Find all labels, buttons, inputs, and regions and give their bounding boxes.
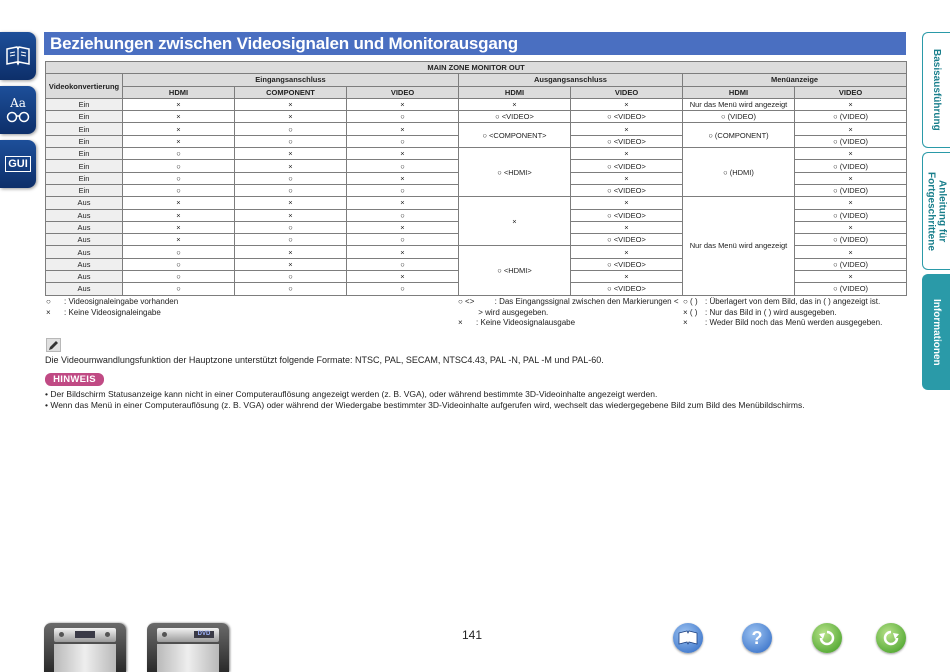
back-arrow-icon[interactable] bbox=[812, 623, 842, 653]
tab-fortgeschrittene[interactable] bbox=[922, 152, 950, 270]
col-header: COMPONENT bbox=[235, 86, 347, 98]
dvd-label: DVD bbox=[194, 631, 214, 638]
col-header: VIDEO bbox=[347, 86, 459, 98]
legend-text: : Keine Videosignalausgabe bbox=[476, 318, 576, 327]
in-hdmi-cell: ○ bbox=[123, 246, 235, 258]
in-hdmi-cell: × bbox=[123, 221, 235, 233]
in-hdmi-cell: ○ bbox=[123, 160, 235, 172]
in-video-cell: ○ bbox=[347, 234, 459, 246]
in-component-cell: ○ bbox=[235, 123, 347, 135]
out-video-cell: × bbox=[571, 271, 683, 283]
out-hdmi-cell: ○ <HDMI> bbox=[459, 148, 571, 197]
list-item: • Wenn das Menü in einer Computerauflösung (z. B. VGA) oder während der Wiedergabe bestimmter 3D-Videoinhalte aufgerufen wird, wechselt das wiedergegebene Bild zum Bild des Menübildschirms. bbox=[45, 400, 805, 410]
in-video-cell: ○ bbox=[347, 184, 459, 196]
conv-cell: Aus bbox=[46, 209, 123, 221]
menu-video-cell: × bbox=[795, 172, 907, 184]
legend-symbol: × bbox=[458, 318, 463, 327]
conv-header: Videokonvertierung bbox=[46, 74, 123, 99]
in-hdmi-cell: ○ bbox=[123, 148, 235, 160]
out-video-cell: ○ <VIDEO> bbox=[571, 160, 683, 172]
out-video-cell: × bbox=[571, 221, 683, 233]
in-hdmi-cell: × bbox=[123, 135, 235, 147]
page-number: 141 bbox=[462, 628, 483, 642]
legend-text: : Nur das Bild in ( ) wird ausgegeben. bbox=[705, 307, 837, 317]
receiver-device-image[interactable] bbox=[44, 623, 126, 672]
in-component-cell: ○ bbox=[235, 234, 347, 246]
in-hdmi-cell: ○ bbox=[123, 172, 235, 184]
menu-video-cell: ○ (VIDEO) bbox=[795, 184, 907, 196]
menu-video-cell: × bbox=[795, 271, 907, 283]
menu-hdmi-cell: ○ (COMPONENT) bbox=[683, 123, 795, 148]
menu-video-cell: ○ (VIDEO) bbox=[795, 160, 907, 172]
legend-symbol: × ( ) bbox=[683, 307, 698, 317]
out-video-cell: ○ <VIDEO> bbox=[571, 234, 683, 246]
list-item: • Der Bildschirm Statusanzeige kann nicht in einer Computerauflösung angezeigt werden (z. B. VGA), oder während bestimmte 3D-Videoinhalte angezeigt werden. bbox=[45, 389, 658, 399]
conv-cell: Ein bbox=[46, 111, 123, 123]
legend-symbol: ○ ( ) bbox=[683, 297, 698, 306]
in-video-cell: × bbox=[347, 197, 459, 209]
output-group-header: Ausgangsanschluss bbox=[459, 74, 683, 86]
out-video-cell: × bbox=[571, 246, 683, 258]
menu-video-cell: ○ (VIDEO) bbox=[795, 209, 907, 221]
in-hdmi-cell: ○ bbox=[123, 271, 235, 283]
in-video-cell: × bbox=[347, 221, 459, 233]
contents-book-icon[interactable] bbox=[0, 32, 36, 80]
in-video-cell: × bbox=[347, 246, 459, 258]
menu-hdmi-cell: ○ (HDMI) bbox=[683, 148, 795, 197]
in-video-cell: × bbox=[347, 271, 459, 283]
conv-cell: Aus bbox=[46, 221, 123, 233]
in-component-cell: × bbox=[235, 111, 347, 123]
legend-symbol: × bbox=[46, 307, 51, 317]
in-video-cell: × bbox=[347, 123, 459, 135]
in-video-cell: ○ bbox=[347, 135, 459, 147]
help-question-icon[interactable] bbox=[742, 623, 772, 653]
out-video-cell: × bbox=[571, 172, 683, 184]
col-header: HDMI bbox=[683, 86, 795, 98]
menu-video-cell: ○ (VIDEO) bbox=[795, 111, 907, 123]
in-component-cell: × bbox=[235, 258, 347, 270]
conv-cell: Aus bbox=[46, 271, 123, 283]
conv-cell: Aus bbox=[46, 234, 123, 246]
table-row bbox=[46, 111, 907, 123]
in-hdmi-cell: × bbox=[123, 209, 235, 221]
in-component-cell: ○ bbox=[235, 172, 347, 184]
legend-symbol: × bbox=[683, 318, 688, 327]
col-header: VIDEO bbox=[571, 86, 683, 98]
hinweis-list bbox=[45, 389, 805, 411]
menu-video-cell: ○ (VIDEO) bbox=[795, 283, 907, 295]
in-component-cell: ○ bbox=[235, 283, 347, 295]
in-hdmi-cell: × bbox=[123, 98, 235, 110]
in-video-cell: × bbox=[347, 98, 459, 110]
in-component-cell: ○ bbox=[235, 221, 347, 233]
page-title: Beziehungen zwischen Videosignalen und Monitorausgang bbox=[44, 32, 906, 55]
out-video-cell: × bbox=[571, 123, 683, 135]
conv-cell: Ein bbox=[46, 98, 123, 110]
in-video-cell: × bbox=[347, 148, 459, 160]
conv-cell: Ein bbox=[46, 184, 123, 196]
in-video-cell: × bbox=[347, 172, 459, 184]
out-hdmi-cell: ○ <HDMI> bbox=[459, 246, 571, 295]
out-video-cell: × bbox=[571, 197, 683, 209]
conv-cell: Aus bbox=[46, 258, 123, 270]
gui-icon[interactable] bbox=[0, 140, 36, 188]
in-component-cell: × bbox=[235, 197, 347, 209]
in-video-cell: ○ bbox=[347, 209, 459, 221]
col-header: VIDEO bbox=[795, 86, 907, 98]
conv-cell: Ein bbox=[46, 160, 123, 172]
out-video-cell: ○ <VIDEO> bbox=[571, 209, 683, 221]
in-video-cell: ○ bbox=[347, 160, 459, 172]
in-video-cell: ○ bbox=[347, 258, 459, 270]
font-aa-icon[interactable] bbox=[0, 86, 36, 134]
out-hdmi-cell: × bbox=[459, 98, 571, 110]
hinweis-badge: HINWEIS bbox=[45, 373, 104, 386]
conv-cell: Ein bbox=[46, 172, 123, 184]
in-hdmi-cell: × bbox=[123, 197, 235, 209]
table-row bbox=[46, 123, 907, 135]
input-group-header: Eingangsanschluss bbox=[123, 74, 459, 86]
conv-cell: Aus bbox=[46, 197, 123, 209]
out-video-cell: ○ <VIDEO> bbox=[571, 184, 683, 196]
out-video-cell: ○ <VIDEO> bbox=[571, 258, 683, 270]
menu-hdmi-cell: ○ (VIDEO) bbox=[683, 111, 795, 123]
table-row bbox=[46, 148, 907, 160]
tab-label: Basisausführung bbox=[931, 49, 942, 131]
legend-text: : Keine Videosignaleingabe bbox=[64, 307, 161, 317]
legend-text: > wird ausgegeben. bbox=[476, 307, 549, 317]
legend-symbol: ○ <> bbox=[458, 297, 475, 306]
font-aa-label: Aa bbox=[10, 96, 26, 110]
menu-video-cell: ○ (VIDEO) bbox=[795, 258, 907, 270]
conv-cell: Ein bbox=[46, 135, 123, 147]
help-question-label: ? bbox=[751, 627, 763, 648]
contents-book-icon[interactable] bbox=[673, 623, 703, 653]
dvd-player-device-image[interactable] bbox=[147, 623, 229, 672]
in-hdmi-cell: ○ bbox=[123, 258, 235, 270]
in-video-cell: ○ bbox=[347, 283, 459, 295]
out-video-cell: × bbox=[571, 98, 683, 110]
tab-basisausfuehrung[interactable] bbox=[922, 32, 950, 148]
out-video-cell: × bbox=[571, 148, 683, 160]
menu-video-cell: × bbox=[795, 123, 907, 135]
in-component-cell: ○ bbox=[235, 135, 347, 147]
conv-cell: Aus bbox=[46, 246, 123, 258]
legend-input bbox=[46, 297, 178, 318]
in-hdmi-cell: ○ bbox=[123, 283, 235, 295]
in-component-cell: ○ bbox=[235, 271, 347, 283]
in-component-cell: × bbox=[235, 160, 347, 172]
out-video-cell: ○ <VIDEO> bbox=[571, 135, 683, 147]
in-component-cell: × bbox=[235, 98, 347, 110]
in-component-cell: × bbox=[235, 148, 347, 160]
out-video-cell: ○ <VIDEO> bbox=[571, 111, 683, 123]
legend-text: : Überlagert von dem Bild, das in ( ) angezeigt ist. bbox=[705, 297, 881, 306]
gui-label: GUI bbox=[5, 156, 31, 172]
tab-informationen[interactable] bbox=[922, 274, 950, 390]
video-signal-table bbox=[45, 61, 907, 296]
menu-hdmi-cell: Nur das Menü wird angezeigt bbox=[683, 197, 795, 295]
col-header: HDMI bbox=[459, 86, 571, 98]
conv-cell: Ein bbox=[46, 148, 123, 160]
in-component-cell: × bbox=[235, 209, 347, 221]
menu-video-cell: × bbox=[795, 148, 907, 160]
legend-output bbox=[458, 297, 679, 329]
menu-video-cell: ○ (VIDEO) bbox=[795, 234, 907, 246]
table-title: MAIN ZONE MONITOR OUT bbox=[46, 62, 907, 74]
out-hdmi-cell: ○ <COMPONENT> bbox=[459, 123, 571, 148]
menu-group-header: Menüanzeige bbox=[683, 74, 907, 86]
menu-video-cell: × bbox=[795, 197, 907, 209]
legend-text: : Das Eingangssignal zwischen den Markierungen < bbox=[492, 297, 679, 306]
conv-cell: Aus bbox=[46, 283, 123, 295]
note-text: Die Videoumwandlungsfunktion der Hauptzone unterstützt folgende Formate: NTSC, PAL, SECAM, NTSC4.43, PAL -N, PAL -M und PAL-60. bbox=[45, 355, 604, 365]
table-row bbox=[46, 98, 907, 110]
in-component-cell: ○ bbox=[235, 184, 347, 196]
tab-label: Anleitung für Fortgeschrittene bbox=[925, 171, 948, 251]
menu-video-cell: × bbox=[795, 98, 907, 110]
glasses-icon bbox=[6, 109, 30, 123]
menu-video-cell: ○ (VIDEO) bbox=[795, 135, 907, 147]
in-hdmi-cell: ○ bbox=[123, 184, 235, 196]
in-hdmi-cell: × bbox=[123, 234, 235, 246]
tab-label: Informationen bbox=[931, 298, 942, 366]
out-video-cell: ○ <VIDEO> bbox=[571, 283, 683, 295]
menu-hdmi-cell: Nur das Menü wird angezeigt bbox=[683, 98, 795, 110]
pencil-note-icon bbox=[46, 338, 61, 352]
forward-arrow-icon[interactable] bbox=[876, 623, 906, 653]
legend-text: : Weder Bild noch das Menü werden ausgegeben. bbox=[705, 318, 883, 327]
out-hdmi-cell: ○ <VIDEO> bbox=[459, 111, 571, 123]
menu-video-cell: × bbox=[795, 221, 907, 233]
in-video-cell: ○ bbox=[347, 111, 459, 123]
in-hdmi-cell: × bbox=[123, 111, 235, 123]
menu-video-cell: × bbox=[795, 246, 907, 258]
in-component-cell: × bbox=[235, 246, 347, 258]
table-row bbox=[46, 197, 907, 209]
conv-cell: Ein bbox=[46, 123, 123, 135]
out-hdmi-cell: × bbox=[459, 197, 571, 246]
in-hdmi-cell: × bbox=[123, 123, 235, 135]
legend-menu bbox=[683, 297, 882, 329]
legend-symbol: ○ bbox=[46, 297, 51, 306]
legend-text: : Videosignaleingabe vorhanden bbox=[64, 297, 179, 306]
col-header: HDMI bbox=[123, 86, 235, 98]
